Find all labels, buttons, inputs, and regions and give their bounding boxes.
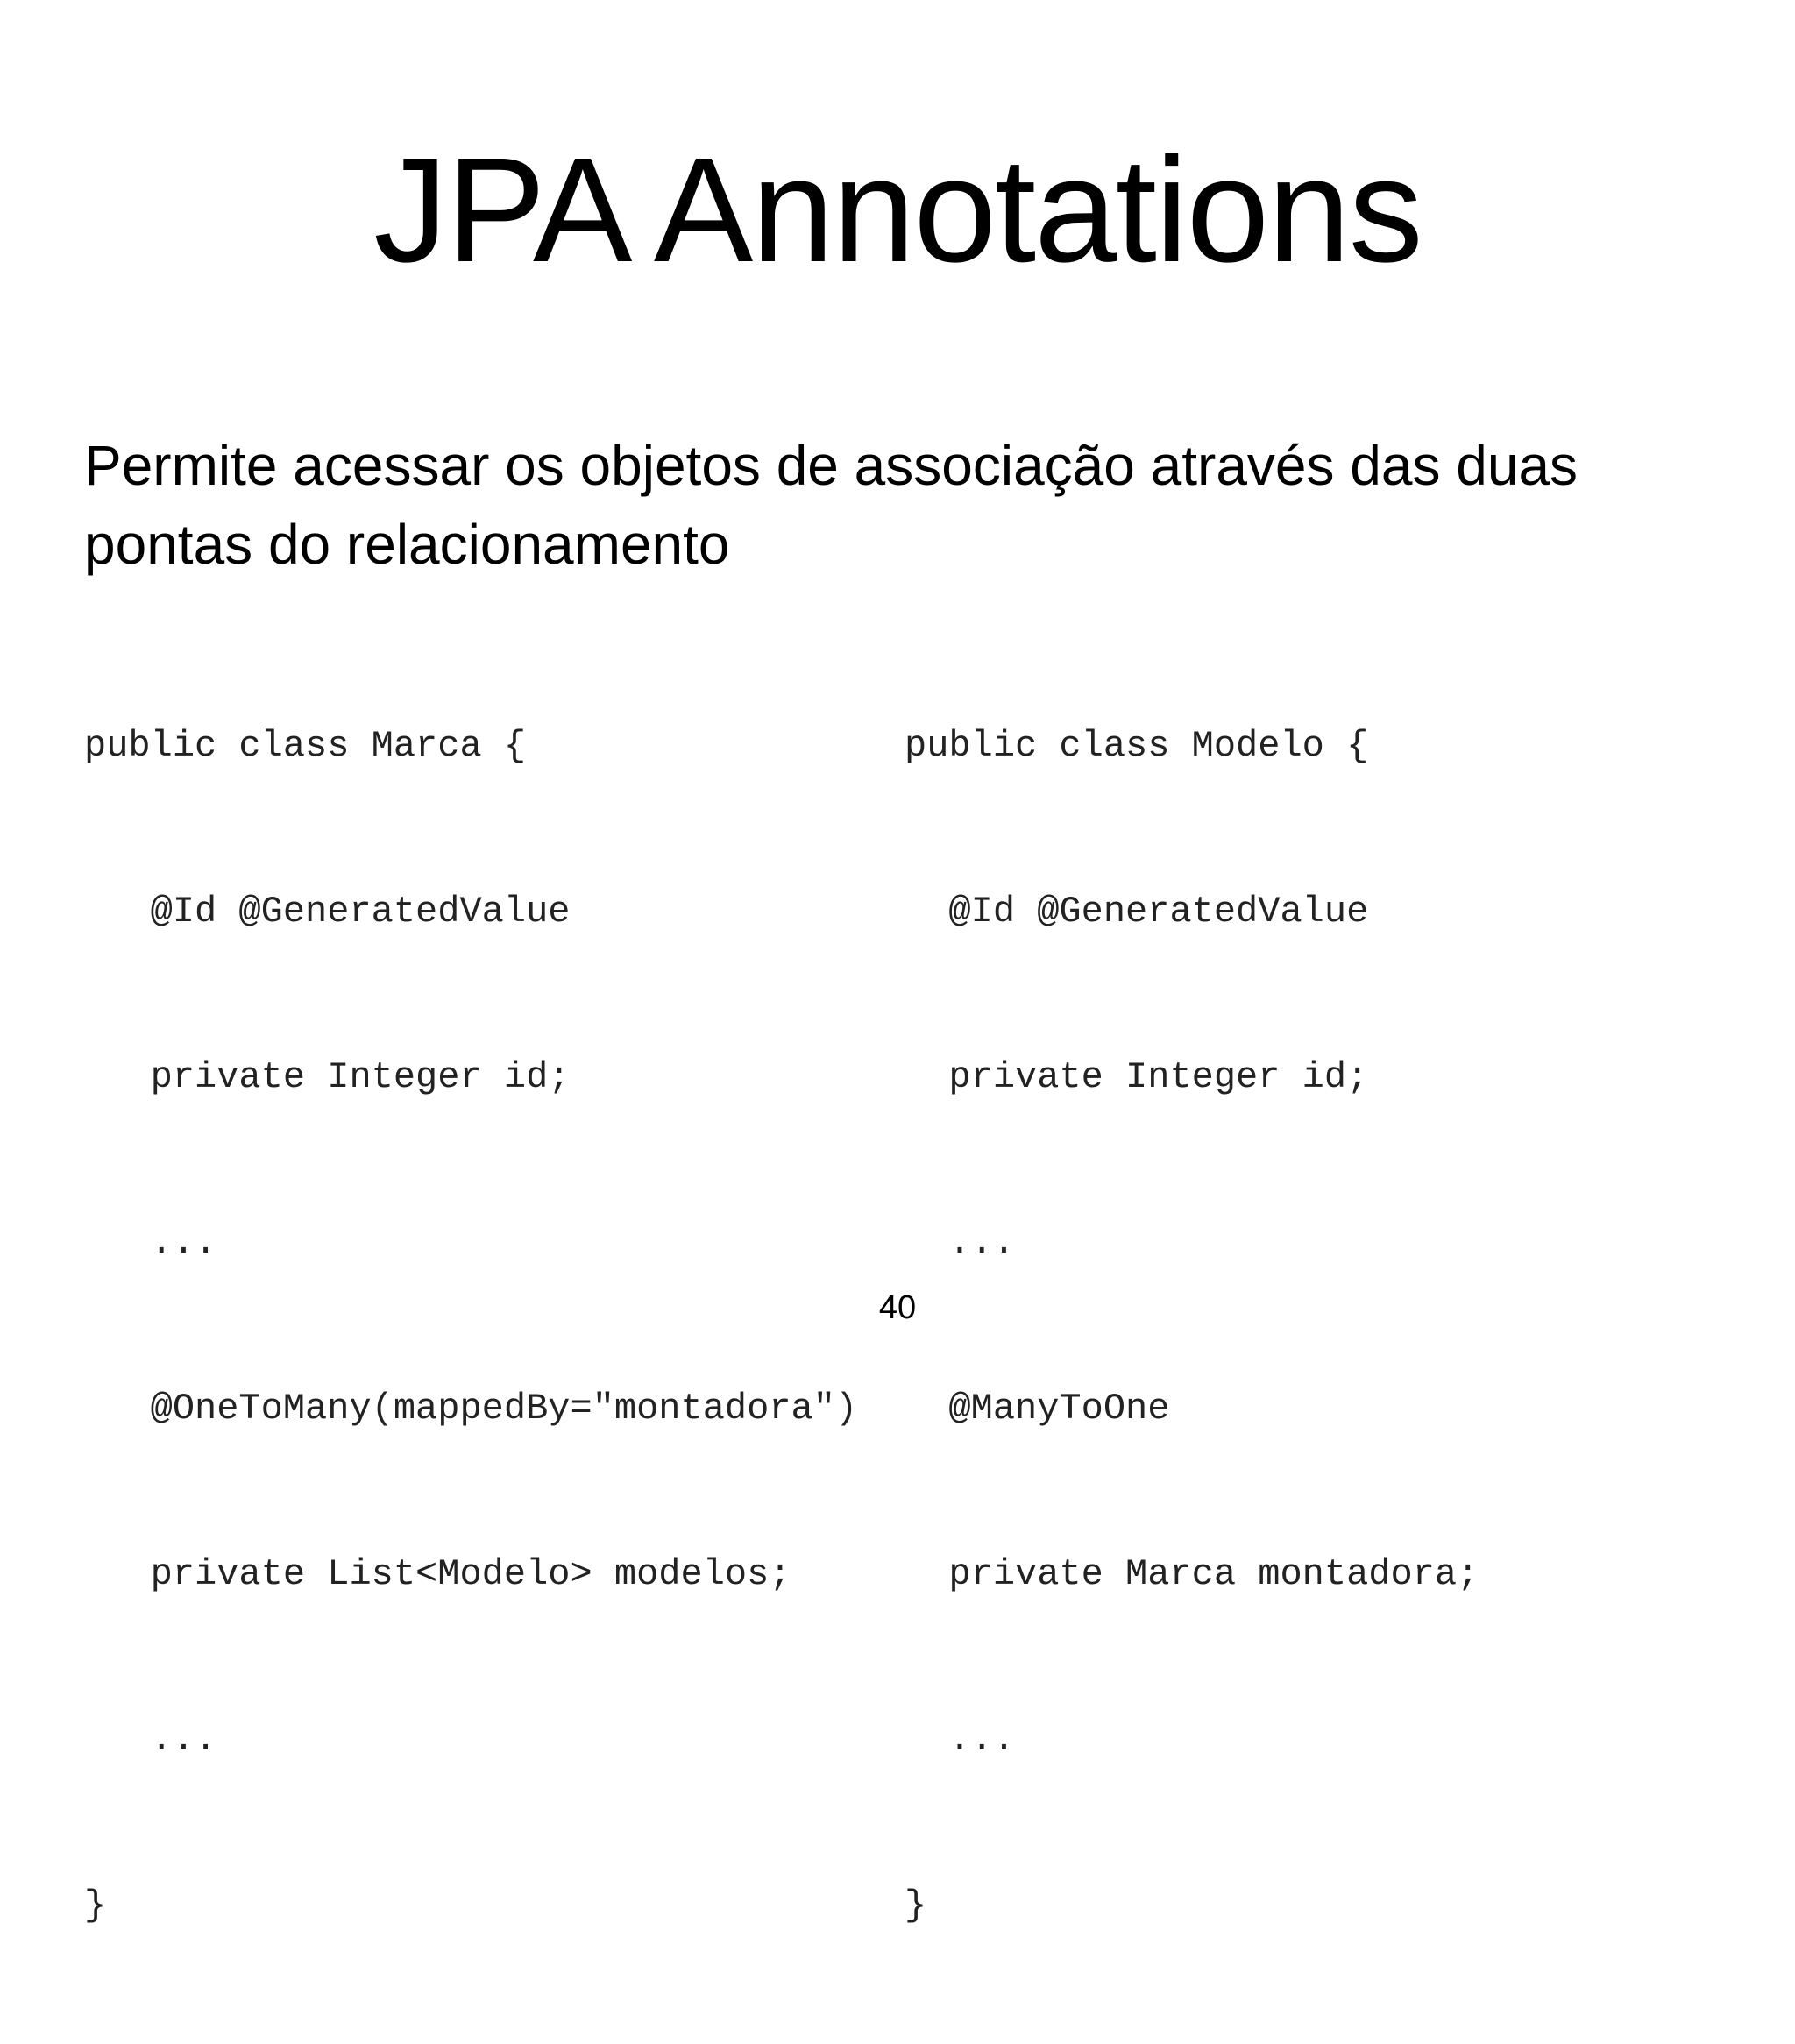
code-line: ... <box>84 1222 217 1264</box>
code-line: private Integer id; <box>905 1056 1369 1098</box>
code-line: private List<Modelo> modelos; <box>84 1553 791 1595</box>
code-line: public class Marca { <box>84 725 527 767</box>
code-line: } <box>905 1884 927 1927</box>
code-line: private Integer id; <box>84 1056 571 1098</box>
page-number: 40 <box>878 1289 917 1326</box>
slide-title: JPA Annotations <box>373 127 1422 294</box>
code-line: } <box>84 1884 107 1927</box>
code-line: ... <box>905 1222 1016 1264</box>
code-line: private Marca montadora; <box>905 1553 1479 1595</box>
code-line: ... <box>84 1719 217 1761</box>
slide-body-text: Permite acessar os objetos de associação através das duas pontas do relacionamento <box>84 434 1579 576</box>
code-line: public class Modelo { <box>905 725 1369 767</box>
code-line: @OneToMany(mappedBy="montadora") <box>84 1388 858 1430</box>
code-line: ... <box>905 1719 1016 1761</box>
code-line: @Id @GeneratedValue <box>84 891 571 933</box>
code-line: @Id @GeneratedValue <box>905 891 1369 933</box>
code-line: @ManyToOne <box>905 1388 1170 1430</box>
